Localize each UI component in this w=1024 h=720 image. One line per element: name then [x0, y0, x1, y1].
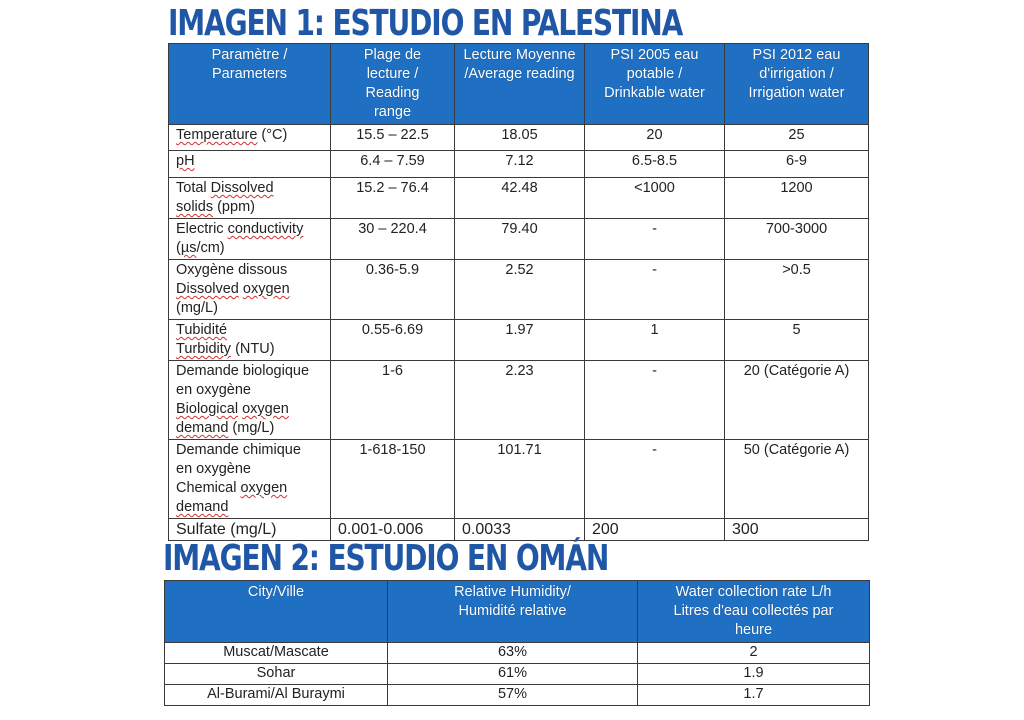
range-cell: 0.001-0.006: [331, 519, 455, 541]
table-row: [165, 685, 870, 706]
oman-water-table: [164, 580, 870, 706]
range-cell: 0.55-6.69: [331, 320, 455, 361]
psi2012-cell: 20 (Catégorie A): [725, 361, 869, 440]
avg-cell: 2.52: [455, 260, 585, 320]
table-row: [169, 125, 869, 151]
palestine-study-title: IMAGEN 1: ESTUDIO EN PALESTINA: [168, 3, 683, 44]
avg-cell: 101.71: [455, 440, 585, 519]
header-psi-2005: PSI 2005 eau potable / Drinkable water: [585, 44, 725, 125]
param-cell: pH: [169, 151, 331, 178]
param-cell: Oxygène dissous Dissolved oxygen (mg/L): [169, 260, 331, 320]
header-parameters: Paramètre / Parameters: [169, 44, 331, 125]
range-cell: 30 – 220.4: [331, 219, 455, 260]
palestine-water-table: [168, 43, 869, 541]
table-row: [169, 151, 869, 178]
param-cell: Electric conductivity (µs/cm): [169, 219, 331, 260]
param-cell: Demande chimique en oxygène Chemical oxygen demand: [169, 440, 331, 519]
oman-study-title: IMAGEN 2: ESTUDIO EN OMÁN: [163, 538, 609, 579]
param-cell: Demande biologique en oxygène Biological oxygen demand (mg/L): [169, 361, 331, 440]
psi2005-cell: <1000: [585, 178, 725, 219]
param-cell: Tubidité Turbidity (NTU): [169, 320, 331, 361]
psi2005-cell: -: [585, 219, 725, 260]
psi2012-cell: 50 (Catégorie A): [725, 440, 869, 519]
avg-cell: 42.48: [455, 178, 585, 219]
header-humidity: Relative Humidity/ Humidité relative: [388, 581, 638, 643]
range-cell: 1-618-150: [331, 440, 455, 519]
psi2012-cell: 6-9: [725, 151, 869, 178]
header-reading-range: Plage de lecture / Reading range: [331, 44, 455, 125]
psi2012-cell: 300: [725, 519, 869, 541]
range-cell: 1-6: [331, 361, 455, 440]
humidity-cell: 61%: [388, 664, 638, 685]
psi2005-cell: -: [585, 361, 725, 440]
psi2005-cell: 200: [585, 519, 725, 541]
table-row: [169, 361, 869, 440]
avg-cell: 1.97: [455, 320, 585, 361]
header-average-reading: Lecture Moyenne /Average reading: [455, 44, 585, 125]
psi2005-cell: -: [585, 260, 725, 320]
param-cell: Sulfate (mg/L): [169, 519, 331, 541]
rate-cell: 1.9: [638, 664, 870, 685]
avg-cell: 18.05: [455, 125, 585, 151]
table-row: [165, 643, 870, 664]
humidity-cell: 57%: [388, 685, 638, 706]
avg-cell: 7.12: [455, 151, 585, 178]
table-row: [169, 219, 869, 260]
psi2005-cell: 6.5-8.5: [585, 151, 725, 178]
psi2012-cell: >0.5: [725, 260, 869, 320]
avg-cell: 79.40: [455, 219, 585, 260]
range-cell: 0.36-5.9: [331, 260, 455, 320]
city-cell: Sohar: [165, 664, 388, 685]
table-row: [169, 178, 869, 219]
city-cell: Muscat/Mascate: [165, 643, 388, 664]
humidity-cell: 63%: [388, 643, 638, 664]
psi2012-cell: 5: [725, 320, 869, 361]
oman-header-row: [165, 581, 870, 643]
psi2005-cell: 1: [585, 320, 725, 361]
range-cell: 15.2 – 76.4: [331, 178, 455, 219]
psi2012-cell: 25: [725, 125, 869, 151]
param-cell: Temperature (°C): [169, 125, 331, 151]
psi2005-cell: 20: [585, 125, 725, 151]
param-cell: Total Dissolved solids (ppm): [169, 178, 331, 219]
range-cell: 15.5 – 22.5: [331, 125, 455, 151]
table-row: [169, 440, 869, 519]
table-row: [165, 664, 870, 685]
header-city: City/Ville: [165, 581, 388, 643]
psi2005-cell: -: [585, 440, 725, 519]
range-cell: 6.4 – 7.59: [331, 151, 455, 178]
psi2012-cell: 700-3000: [725, 219, 869, 260]
header-psi-2012: PSI 2012 eau d'irrigation / Irrigation water: [725, 44, 869, 125]
rate-cell: 2: [638, 643, 870, 664]
psi2012-cell: 1200: [725, 178, 869, 219]
city-cell: Al-Burami/Al Buraymi: [165, 685, 388, 706]
palestine-header-row: [169, 44, 869, 125]
table-row: [169, 260, 869, 320]
avg-cell: 0.0033: [455, 519, 585, 541]
header-collection-rate: Water collection rate L/h Litres d'eau collectés par heure: [638, 581, 870, 643]
rate-cell: 1.7: [638, 685, 870, 706]
avg-cell: 2.23: [455, 361, 585, 440]
table-row: [169, 320, 869, 361]
